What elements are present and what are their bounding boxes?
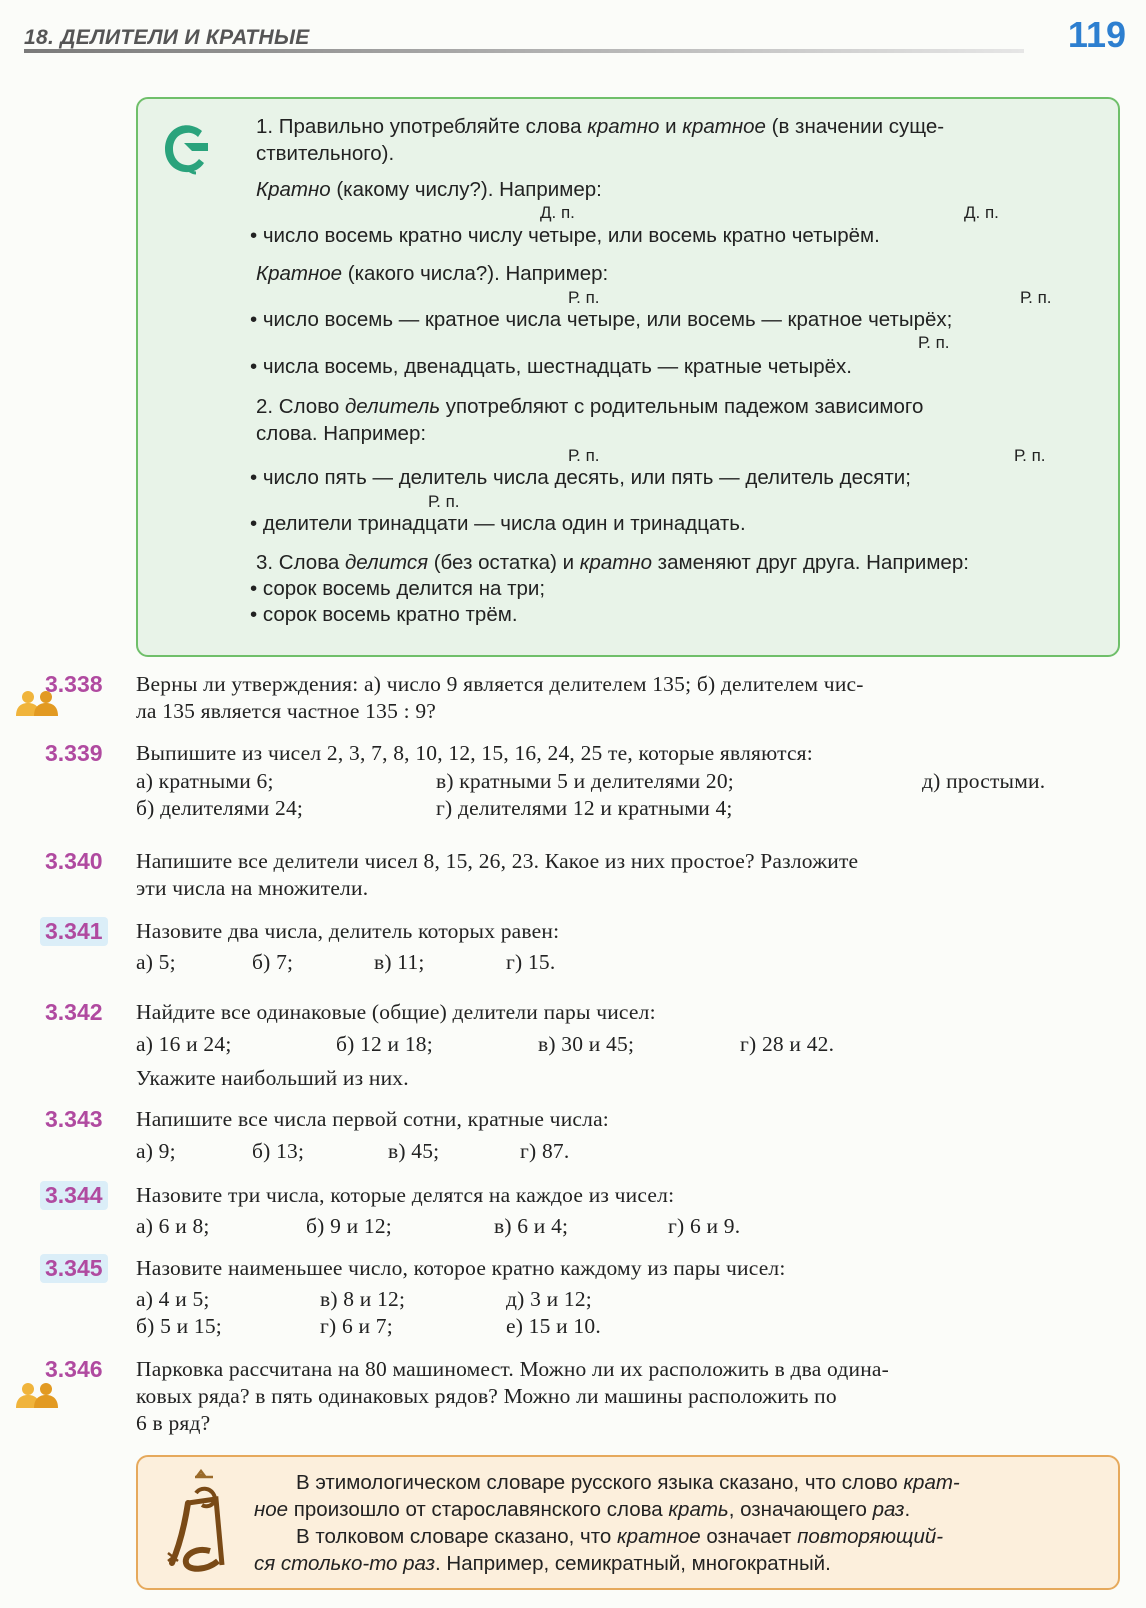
exercise-text: Верны ли утверждения: а) число 9 является делителем 135; б) делителем чис- <box>136 672 864 696</box>
exercise-option: а) 9; <box>136 1139 176 1163</box>
page-number: 119 <box>1067 14 1126 55</box>
exercise-option: а) 16 и 24; <box>136 1032 232 1056</box>
exercise-number: 3.345 <box>40 1254 108 1283</box>
case-mark: Р. п. <box>918 333 950 352</box>
exercise-option: в) 45; <box>388 1139 440 1163</box>
exercise-option: а) 4 и 5; <box>136 1287 210 1311</box>
exercise-text: 6 в ряд? <box>136 1411 211 1435</box>
case-mark: Р. п. <box>1020 288 1052 307</box>
exercise-number: 3.342 <box>45 999 103 1025</box>
note-line: ное произошло от старославянского слова крать, означающего раз. <box>254 1498 911 1521</box>
rule-example: • число восемь — кратное числа четыре, или восемь — кратное четырёх; <box>250 308 953 331</box>
exercise-number: 3.338 <box>45 671 103 697</box>
chapter-title: 18. ДЕЛИТЕЛИ И КРАТНЫЕ <box>24 26 310 49</box>
header-rule <box>24 49 1024 53</box>
rule-3-line: 3. Слова делится (без остатка) и кратно заменяют друг друга. Например: <box>256 551 969 574</box>
speech-rule-box <box>136 97 1120 657</box>
exercise-number: 3.346 <box>45 1356 103 1382</box>
exercise-text: Напишите все числа первой сотни, кратные числа: <box>136 1107 609 1131</box>
exercise-number: 3.343 <box>45 1106 103 1132</box>
exercise-text: Укажите наибольший из них. <box>136 1066 409 1090</box>
exercise-text: ковых ряда? в пять одинаковых рядов? Можно ли машины расположить по <box>136 1384 837 1408</box>
exercise-text: Назовите три числа, которые делятся на каждое из чисел: <box>136 1183 675 1207</box>
note-line: ся столько-то раз. Например, семикратный, многократный. <box>254 1552 831 1575</box>
exercise-text: Напишите все делители чисел 8, 15, 26, 23. Какое из них простое? Разложите <box>136 849 859 873</box>
exercise-number: 3.340 <box>45 848 103 874</box>
kratnoe-heading: Кратное (какого числа?). Например: <box>256 262 609 285</box>
exercise-text: Назовите наименьшее число, которое кратно каждому из пары чисел: <box>136 1256 786 1280</box>
exercise-option: е) 15 и 10. <box>506 1314 601 1338</box>
exercise-option: г) 6 и 9. <box>668 1214 741 1238</box>
case-mark: Д. п. <box>964 203 999 222</box>
exercise-option: б) делителями 24; <box>136 796 304 820</box>
note-line: В этимологическом словаре русского языка сказано, что слово крат- <box>296 1471 960 1494</box>
exercise-option: в) 30 и 45; <box>538 1032 635 1056</box>
case-mark: Р. п. <box>428 492 460 511</box>
exercise-option: г) 87. <box>520 1139 570 1163</box>
exercise-text: эти числа на множители. <box>136 876 369 900</box>
exercise-text: ла 135 является частное 135 : 9? <box>136 699 437 723</box>
exercise-option: б) 5 и 15; <box>136 1314 222 1338</box>
old-slavonic-letter-icon <box>166 1469 236 1573</box>
rule-example: • число восемь кратно числу четыре, или восемь кратно четырём. <box>250 224 880 247</box>
rule-1-line-1: 1. Правильно употребляйте слова кратно и кратное (в значении суще- <box>256 115 945 138</box>
exercise-number: 3.339 <box>45 740 103 766</box>
rule-2-line-2: слова. Например: <box>256 422 427 445</box>
exercise-option: г) 28 и 42. <box>740 1032 835 1056</box>
exercise-option: б) 9 и 12; <box>306 1214 392 1238</box>
exercise-option: в) кратными 5 и делителями 20; <box>436 769 734 793</box>
exercise-option: б) 13; <box>252 1139 305 1163</box>
case-mark: Р. п. <box>1014 446 1046 465</box>
rule-example: • делители тринадцати — числа один и тринадцать. <box>250 512 746 535</box>
exercise-option: б) 7; <box>252 950 294 974</box>
case-mark: Р. п. <box>568 288 600 307</box>
exercise-option: г) 6 и 7; <box>320 1314 393 1338</box>
rule-example: • числа восемь, двенадцать, шестнадцать — кратные четырёх. <box>250 355 853 378</box>
exercise-option: в) 11; <box>374 950 425 974</box>
exercise-option: а) 5; <box>136 950 176 974</box>
exercise-number: 3.341 <box>40 917 108 946</box>
exercise-option: д) простыми. <box>922 769 1046 793</box>
rule-example: • сорок восемь кратно трём. <box>250 603 518 626</box>
pair-work-icon <box>12 1382 62 1408</box>
exercise-text: Найдите все одинаковые (общие) делители пары чисел: <box>136 1000 656 1024</box>
exercise-option: д) 3 и 12; <box>506 1287 592 1311</box>
exercise-text: Выпишите из чисел 2, 3, 7, 8, 10, 12, 15, 16, 24, 25 те, которые являются: <box>136 741 813 765</box>
exercise-text: Парковка рассчитана на 80 машиномест. Можно ли их расположить в два одина- <box>136 1357 890 1381</box>
note-line: В толковом словаре сказано, что кратное означает повторяющий- <box>296 1525 944 1548</box>
exercise-text: Назовите два числа, делитель которых равен: <box>136 919 560 943</box>
rule-example: • число пять — делитель числа десять, или пять — делитель десяти; <box>250 466 911 489</box>
exercise-number: 3.344 <box>40 1181 108 1210</box>
kratno-heading: Кратно (какому числу?). Например: <box>256 178 602 201</box>
speech-rule-icon <box>162 123 210 175</box>
exercise-option: г) делителями 12 и кратными 4; <box>436 796 733 820</box>
exercise-option: г) 15. <box>506 950 556 974</box>
rule-example: • сорок восемь делится на три; <box>250 577 546 600</box>
exercise-option: б) 12 и 18; <box>336 1032 433 1056</box>
exercise-option: в) 8 и 12; <box>320 1287 406 1311</box>
exercise-option: в) 6 и 4; <box>494 1214 569 1238</box>
etymology-note-box <box>136 1455 1120 1590</box>
exercise-option: а) кратными 6; <box>136 769 274 793</box>
page-header <box>24 14 1126 54</box>
rule-2-line-1: 2. Слово делитель употребляют с родительным падежом зависимого <box>256 395 924 418</box>
case-mark: Р. п. <box>568 446 600 465</box>
exercise-option: а) 6 и 8; <box>136 1214 210 1238</box>
rule-1-line-2: ствительного). <box>256 142 395 165</box>
case-mark: Д. п. <box>540 203 575 222</box>
